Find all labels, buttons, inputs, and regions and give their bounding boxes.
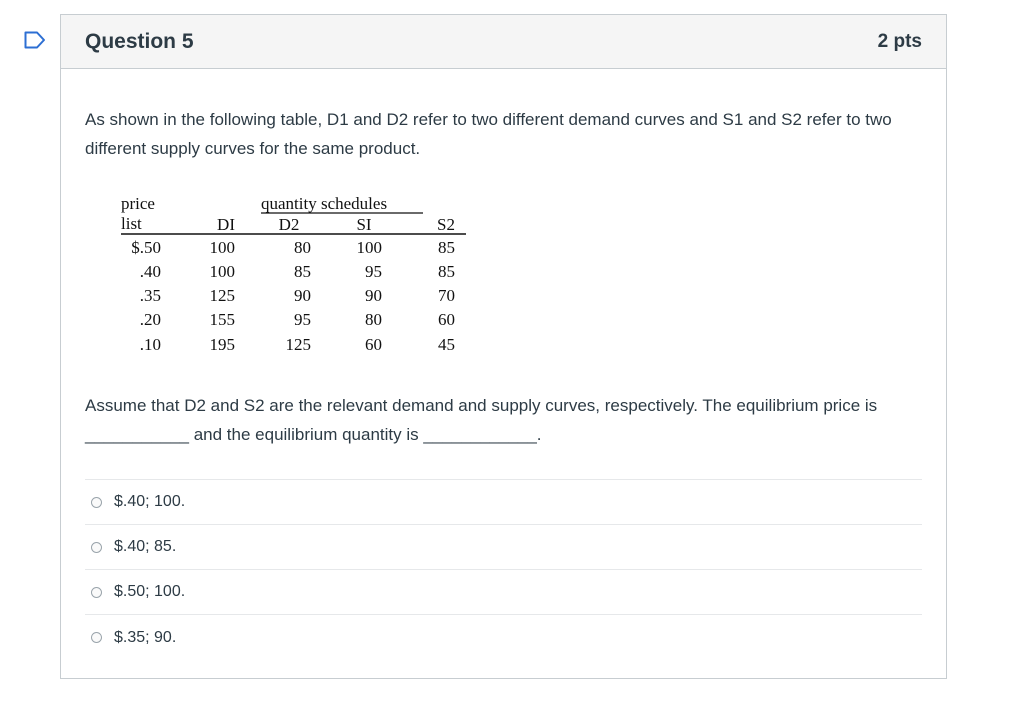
- table-cell: 85: [438, 238, 455, 257]
- table-cell: 100: [356, 238, 382, 257]
- answer-option[interactable]: [85, 525, 922, 570]
- question-points: 2 pts: [877, 30, 922, 52]
- table-cell: 85: [438, 262, 455, 281]
- table-body: [210, 238, 456, 354]
- flag-question-icon[interactable]: [24, 31, 46, 49]
- column-header: D2: [278, 215, 300, 234]
- price-cell: .20: [139, 310, 161, 329]
- answer-radio[interactable]: [91, 497, 102, 508]
- answer-option[interactable]: [85, 480, 922, 525]
- answer-option[interactable]: [85, 570, 922, 615]
- answer-radio[interactable]: [91, 587, 102, 598]
- table-cell: 90: [365, 286, 382, 305]
- price-cell: $.50: [131, 238, 161, 257]
- table-cell: 60: [438, 310, 455, 329]
- column-headers: [217, 215, 455, 234]
- table-cell: 155: [209, 310, 235, 329]
- table-cell: 125: [285, 335, 311, 354]
- price-cell: .40: [139, 262, 161, 281]
- answer-radio[interactable]: [91, 632, 102, 643]
- table-cell: 60: [365, 335, 382, 354]
- question-title: Question 5: [85, 29, 194, 53]
- question-header: [61, 15, 946, 69]
- group-header: quantity schedules: [261, 194, 388, 213]
- table-cell: 125: [209, 286, 235, 305]
- price-cell: .10: [139, 335, 161, 354]
- table-cell: 195: [209, 335, 235, 354]
- table-cell: 70: [438, 286, 455, 305]
- table-cell: 95: [365, 262, 382, 281]
- table-cell: 95: [294, 310, 311, 329]
- answer-label: $.40; 85.: [114, 538, 177, 555]
- price-column: [131, 238, 161, 354]
- table-cell: 100: [209, 238, 235, 257]
- price-header-line2: list: [121, 214, 142, 233]
- table-cell: 45: [438, 335, 455, 354]
- column-header: S2: [437, 215, 455, 234]
- table-cell: 80: [294, 238, 311, 257]
- answer-list: [85, 479, 922, 660]
- answer-option[interactable]: [85, 615, 922, 660]
- schedule-table: [121, 193, 466, 363]
- answer-radio[interactable]: [91, 542, 102, 553]
- schedule-table-image: [121, 193, 466, 363]
- column-header: DI: [217, 215, 235, 234]
- answer-label: $.35; 90.: [114, 628, 177, 646]
- answer-label: $.40; 100.: [114, 493, 186, 510]
- table-cell: 100: [209, 262, 235, 281]
- answer-label: $.50; 100.: [114, 583, 186, 600]
- column-header: SI: [356, 215, 372, 234]
- table-cell: 90: [294, 286, 311, 305]
- question-text-prompt: Assume that D2 and S2 are the relevant demand and supply curves, respectively. The equilibrium price is ___________ and the equilibrium quantity is ____________.: [85, 396, 878, 444]
- table-cell: 80: [365, 310, 382, 329]
- price-cell: .35: [139, 286, 161, 305]
- price-header-line1: price: [121, 194, 155, 213]
- question-text-intro: As shown in the following table, D1 and D2 refer to two different demand curves and S1 and S2 refer to two different supply curves for the same product.: [85, 110, 892, 158]
- question-card: [60, 14, 947, 679]
- question-body: [61, 69, 946, 660]
- table-cell: 85: [294, 262, 311, 281]
